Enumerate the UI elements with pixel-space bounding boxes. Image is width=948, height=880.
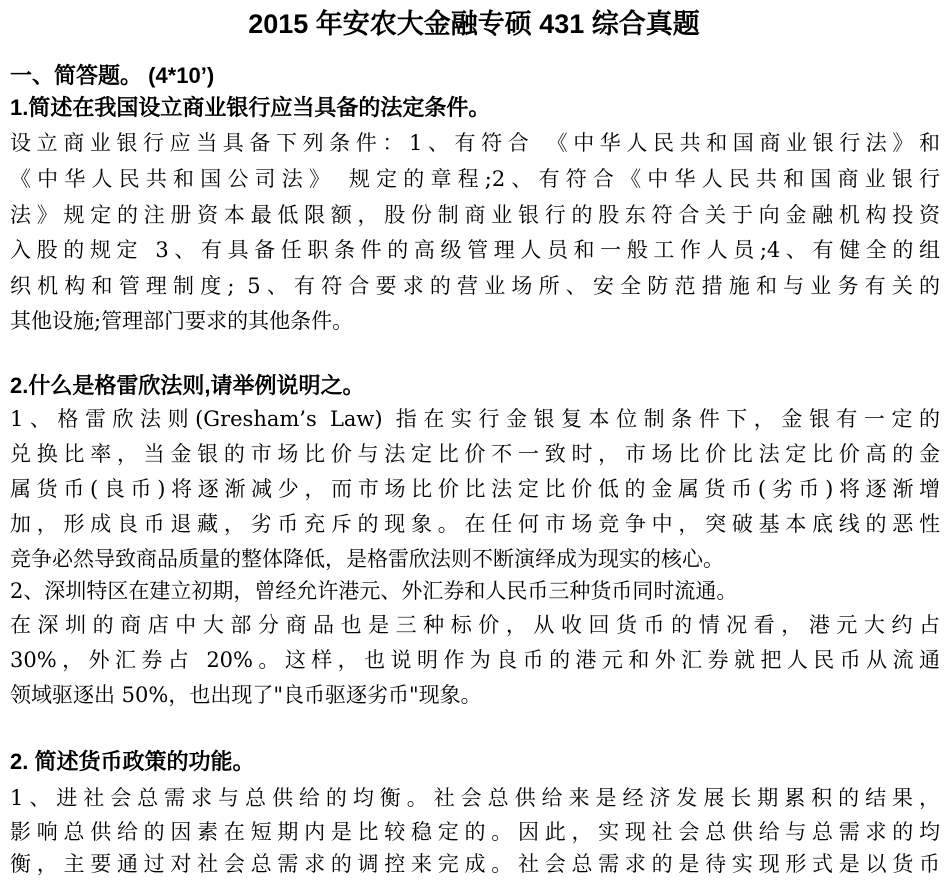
question-1-answer-line: 其他设施;管理部门要求的其他条件。 <box>10 309 354 333</box>
question-1-answer-line: 入股的规定 3、有具备任职条件的高级管理人员和一般工作人员;4、有健全的组 <box>10 238 940 262</box>
question-2-answer-line: 兑换比率，当金银的市场比价与法定比价不一致时，市场比价比法定比价高的金 <box>10 442 940 466</box>
question-2-answer-line: 加，形成良币退藏，劣币充斥的现象。在任何市场竞争中，突破基本底线的恶性 <box>10 512 940 536</box>
question-2-answer-line: 30%，外汇券占 20%。这样，也说明作为良币的港元和外汇券就把人民币从流通 <box>10 648 940 672</box>
question-2-answer-line: 在深圳的商店中大部分商品也是三种标价，从收回货币的情况看，港元大约占 <box>10 613 940 637</box>
document-title: 2015 年安农大金融专硕 431 综合真题 <box>248 9 700 39</box>
section-heading: 一、简答题。 (4*10’) <box>10 63 215 88</box>
question-1-heading: 1.简述在我国设立商业银行应当具备的法定条件。 <box>10 95 491 120</box>
question-1-answer-line: 法》规定的注册资本最低限额，股份制商业银行的股东符合关于向金融机构投资 <box>10 203 940 227</box>
question-3-heading: 2. 简述货币政策的功能。 <box>10 749 255 774</box>
question-2-answer-line: 属货币(良币)将逐渐减少，而市场比价比法定比价低的金属货币(劣币)将逐渐增 <box>10 477 940 501</box>
question-2-answer-line: 竞争必然导致商品质量的整体降低，是格雷欣法则不断演绎成为现实的核心。 <box>10 547 724 571</box>
question-2-answer-line: 领域驱逐出 50%，也出现了"良币驱逐劣币"现象。 <box>10 683 482 707</box>
question-2-answer-line: 2、深圳特区在建立初期，曾经允许港元、外汇券和人民币三种货币同时流通。 <box>10 579 738 603</box>
question-1-answer-line: 织机构和管理制度; 5、有符合要求的营业场所、安全防范措施和与业务有关的 <box>10 274 940 298</box>
question-3-answer-line: 1、进社会总需求与总供给的均衡。社会总供给来是经济发展长期累积的结果， <box>10 786 940 810</box>
question-2-heading: 2.什么是格雷欣法则,请举例说明之。 <box>10 373 365 398</box>
question-1-answer-line: 设立商业银行应当具备下列条件：1、有符合 《中华人民共和国商业银行法》和 <box>10 131 940 155</box>
question-2-answer-line: 1、格雷欣法则(Gresham’s Law) 指在实行金银复本位制条件下，金银有一定的 <box>10 407 940 431</box>
question-3-answer-line: 影响总供给的因素在短期内是比较稳定的。因此，实现社会总供给与总需求的均 <box>10 820 940 844</box>
question-3-answer-line: 衡，主要通过对社会总需求的调控来完成。社会总需求的是待实现形式是以货币 <box>10 852 940 876</box>
question-1-answer-line: 《中华人民共和国公司法》 规定的章程;2、有符合《中华人民共和国商业银行 <box>10 167 940 191</box>
